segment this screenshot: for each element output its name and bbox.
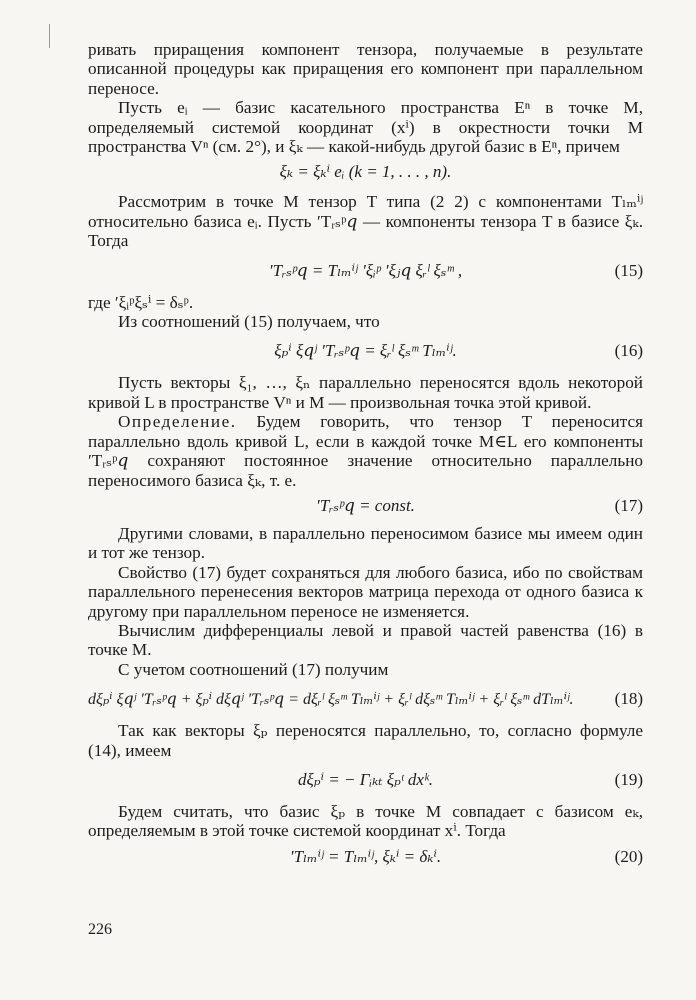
paragraph-differentials: Вычислим дифференциалы левой и правой частей равенства (16) в точке M. (88, 620, 643, 660)
paragraph-definition (88, 412, 643, 490)
page-body (88, 40, 643, 875)
formula-20-expr: ′Tₗₘⁱʲ = Tₗₘⁱʲ, ξₖⁱ = δₖⁱ. (289, 846, 442, 866)
formula-18 (88, 681, 643, 719)
formula-16-number: (16) (614, 341, 643, 361)
formula-15-expr: ′Tᵣₛᵖ𝑞 = Tₗₘⁱʲ ′ξᵢᵖ ′ξⱼ𝑞 ξᵣˡ ξₛᵐ , (268, 260, 463, 280)
formula-17-expr: ′Tᵣₛᵖ𝑞 = const. (316, 495, 415, 515)
paragraph-tensor: Рассмотрим в точке M тензор T типа (2 2) с компонентами Tₗₘⁱʲ относительно базиса eᵢ. Пусть ′Tᵣₛᵖ𝑞 — компоненты тензора T в базисе ξₖ. Тогда (88, 192, 643, 251)
definition-text: Будем говорить, что тензор T переносится параллельно вдоль кривой L, если в каждой точке M∈L его компоненты ′Tᵣₛᵖ𝑞 сохраняют постоянное значение относительно параллельно переносимого базиса ξₖ, т. е. (88, 412, 643, 490)
paragraph-vectors: Пусть векторы ξ₁, …, ξₙ параллельно переносятся вдоль некоторой кривой L в пространстве Vⁿ и M — произвольная точка этой кривой. (88, 373, 643, 412)
page-number: 226 (88, 921, 112, 938)
formula-20-number: (20) (614, 846, 643, 866)
formula-17 (88, 492, 643, 522)
formula-19-expr: dξₚⁱ = − Γᵢₖₜ ξₚᵗ dxᵏ. (298, 769, 433, 789)
formula-15-number: (15) (614, 260, 643, 280)
paragraph-continuation: ривать приращения компонент тензора, получаемые в результате описанной процедуры как приращения его компонент при параллельном переносе. (88, 40, 643, 98)
formula-17-number: (17) (614, 495, 643, 515)
formula-16 (88, 333, 643, 371)
formula-19 (88, 762, 643, 800)
formula-15 (88, 253, 643, 291)
paragraph-other-words: Другими словами, в параллельно переносимом базисе мы имеем один и тот же тензор. (88, 523, 643, 563)
definition-term: Определение. (118, 412, 237, 432)
formula-basis-expr: ξₖ = ξₖⁱ eᵢ (k = 1, . . . , n). (279, 162, 452, 182)
paragraph-coincide: Будем считать, что базис ξₚ в точке M совпадает с базисом eₖ, определяемым в этой точке системой координат xⁱ. Тогда (88, 801, 643, 841)
formula-20 (88, 843, 643, 873)
paragraph-considering: С учетом соотношений (17) получим (118, 659, 389, 679)
formula-16-expr: ξₚⁱ ξ𝑞ʲ ′Tᵣₛᵖ𝑞 = ξᵣˡ ξₛᵐ Tₗₘⁱʲ. (274, 341, 457, 361)
formula-basis (88, 158, 643, 188)
formula-18-expr: dξₚⁱ ξ𝑞ʲ ′Tᵣₛᵖ𝑞 + ξₚⁱ dξ𝑞ʲ ′Tᵣₛᵖ𝑞 = dξᵣˡ ξₛᵐ Tₗₘⁱʲ + ξᵣˡ dξₛᵐ Tₗₘⁱʲ + ξᵣˡ ξₛᵐ dTₗₘⁱʲ. (88, 691, 574, 709)
margin-mark (49, 24, 50, 48)
paragraph-property: Свойство (17) будет сохраняться для любого базиса, ибо по свойствам параллельного перенесения векторов матрица перехода от одного базиса к другому при параллельном переносе не изменяется. (88, 562, 643, 621)
paragraph-where: где ′ξᵢᵖξₛⁱ = δₛᵖ. (88, 292, 194, 312)
formula-19-number: (19) (614, 769, 643, 789)
paragraph-from-15: Из соотношений (15) получаем, что (118, 312, 380, 332)
paragraph-basis: Пусть eᵢ — базис касательного пространства Eⁿ в точке M, определяемый системой координат (xⁱ) в окрестности точки M пространства Vⁿ (см. 2°), и ξₖ — какой-нибудь другой базис в Eⁿ, причем (88, 98, 643, 157)
paragraph-since: Так как векторы ξₚ переносятся параллельно, то, согласно формуле (14), имеем (88, 721, 643, 760)
formula-18-number: (18) (614, 689, 643, 709)
